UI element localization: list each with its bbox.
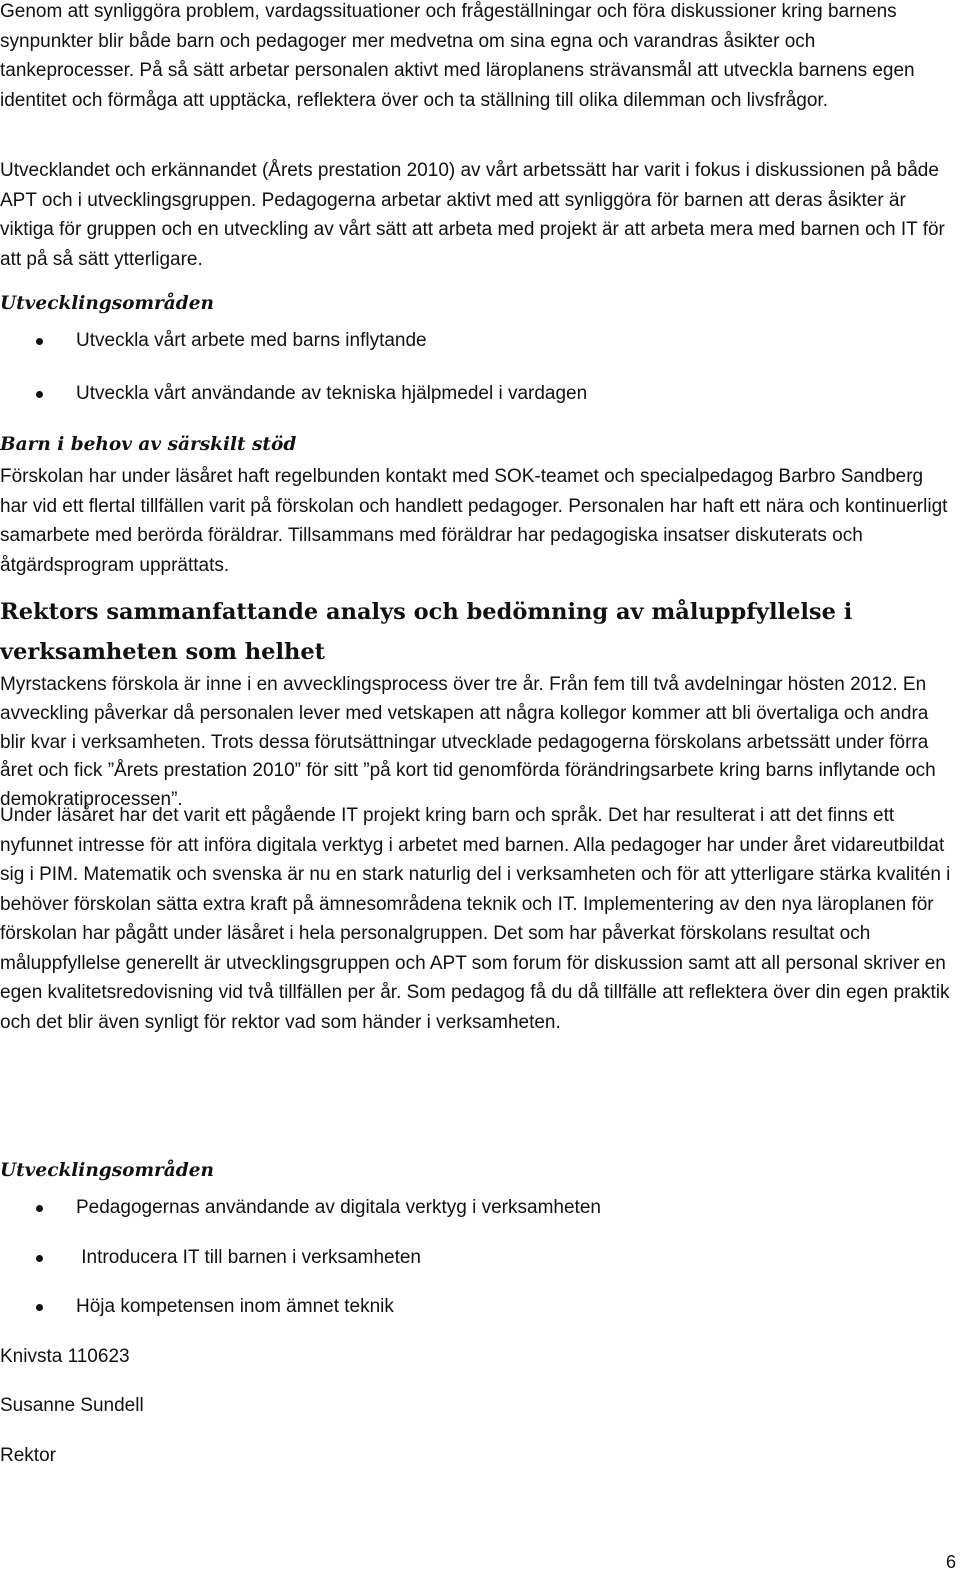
intro-paragraph-2: Utvecklandet och erkännandet (Årets prestation 2010) av vårt arbetssätt har varit i fokus i diskussionen på både APT och i utvecklingsgruppen. Pedagogerna arbetar aktivt med att synliggöra för barnen att deras åsikter är viktiga för gruppen och en utveckling av vårt sätt att arbeta med projekt är att arbeta mera med barnen och IT för att på så sätt ytterligare. [0,160,945,270]
bullet-icon [36,1205,43,1212]
signoff-name: Susanne Sundell [0,1395,144,1416]
summary-paragraph-2: Under läsåret har det varit ett pågående IT projekt kring barn och språk. Det har resulterat i att det finns ett nyfunnet intresse för att införa digitala verktyg i arbetet med barnen. Alla pedagoger har under året vidareutbildat sig i PIM. Matematik och svenska är nu en stark naturlig del i verksamheten och för att ytterligare stärka kvalitén i behöver förskolan sätta extra kraft på ämnesområdena teknik och IT. Implementering av den nya läroplanen för förskolan har pågått under läsåret i hela personalgruppen. Det som har påverkat förskolans resultat och måluppfyllelse generellt är utvecklingsgruppen och APT som forum för diskussion samt att all personal skriver en egen kvalitetsredovisning vid två tillfällen per år. Som pedagog få du då tillfälle att reflektera över din egen praktik och det blir även synligt för rektor vad som händer i verksamheten. [0,805,951,1033]
list-item [36,381,587,407]
list-item-text: Pedagogernas användande av digitala verktyg i verksamheten [76,1197,601,1218]
bullet-icon [36,1304,43,1311]
summary-heading: Rektors sammanfattande analys och bedömning av måluppfyllelse i verksamheten som helhet [0,599,853,665]
signoff-title: Rektor [0,1445,56,1466]
bullet-icon [36,391,43,398]
list-item-text: Höja kompetensen inom ämnet teknik [76,1296,394,1317]
list-item-text: Introducera IT till barnen i verksamheten [76,1247,421,1268]
list-item-text: Utveckla vårt användande av tekniska hjälpmedel i vardagen [76,383,588,404]
intro-paragraph-1: Genom att synliggöra problem, vardagssituationer och frågeställningar och föra diskussioner kring barnens synpunkter blir både barn och pedagoger mer medvetna om sina egna och varandras åsikter och tankeprocesser. På så sätt arbetar personalen aktivt med läroplanens strävansmål att utveckla barnens egen identitet och förmåga att upptäcka, reflektera över och ta ställning till olika dilemman och livsfrågor. [0,1,915,111]
signoff-place-date: Knivsta 110623 [0,1346,130,1367]
list-item [36,1195,601,1221]
list-item [36,1245,421,1271]
list-item [36,1294,394,1320]
special-support-heading: Barn i behov av särskilt stöd [0,434,297,455]
bullet-icon [36,1255,43,1262]
special-support-paragraph: Förskolan har under läsåret haft regelbunden kontakt med SOK-teamet och specialpedagog Barbro Sandberg har vid ett flertal tillfällen varit på förskolan och handlett pedagoger. Personalen har haft ett nära och kontinuerligt samarbete med berörda föräldrar. Tillsammans med föräldrar har pedagogiska insatser diskuterats och åtgärdsprogram upprättats. [0,466,948,576]
page-number: 6 [945,1552,956,1572]
development-areas-heading-1: Utvecklingsområden [0,293,214,314]
bullet-icon [36,338,43,345]
development-areas-heading-2: Utvecklingsområden [0,1160,214,1181]
list-item [36,328,427,354]
list-item-text: Utveckla vårt arbete med barns inflytande [76,330,427,351]
summary-paragraph-1: Myrstackens förskola är inne i en avvecklingsprocess över tre år. Från fem till två avdelningar hösten 2012. En avveckling påverkar då personalen lever med vetskapen att några kollegor kommer att bli övertaliga och andra blir kvar i verksamheten. Trots dessa förutsättningar utvecklade pedagogerna förskolans arbetssätt under förra året och fick ”Årets prestation 2010” för sitt ”på kort tid genomförda förändringsarbete kring barns inflytande och demokratiprocessen”. [0,674,936,811]
